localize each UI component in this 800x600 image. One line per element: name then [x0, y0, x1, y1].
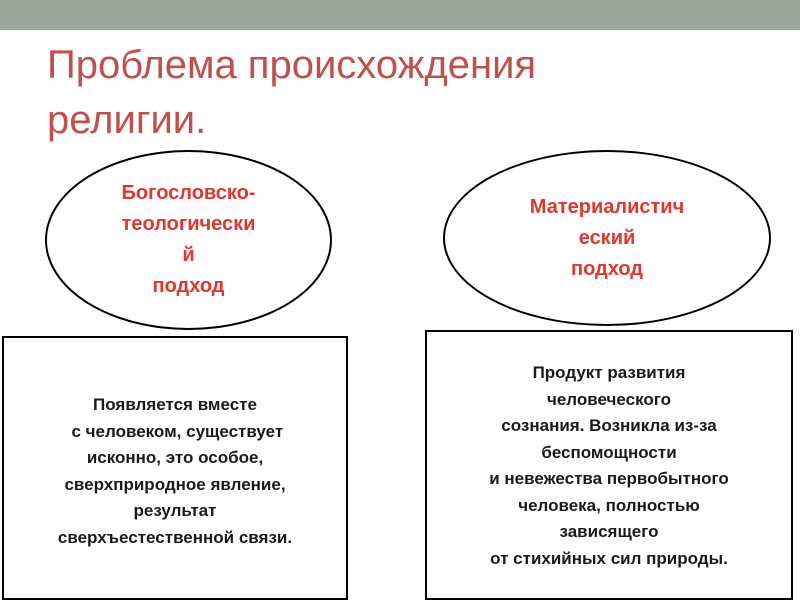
slide-title-line: Проблема происхождения: [47, 43, 537, 87]
description-line: сознания. Возникла из-за: [501, 416, 717, 435]
label-line: подход: [152, 275, 225, 297]
label-line: й: [182, 244, 195, 266]
theological-approach-label: [122, 178, 256, 302]
description-line: результат: [133, 501, 217, 520]
label-line: подход: [570, 257, 643, 280]
theological-description-box: [2, 336, 348, 600]
description-line: беспомощности: [541, 442, 677, 462]
description-line: Появляется вместе: [93, 395, 257, 414]
description-line: с человеком, существует: [66, 421, 284, 441]
description-line: человеческого: [546, 389, 671, 409]
description-line: зависящего: [559, 522, 659, 541]
materialist-description-text: [427, 360, 791, 572]
label-line: Материалистич: [529, 195, 685, 218]
description-line: сверхприродное явление,: [64, 474, 286, 494]
description-line: исконно, это особое,: [86, 448, 264, 467]
label-line: еский: [578, 226, 636, 249]
materialist-approach-ellipse: [443, 150, 771, 326]
materialist-description-box: [425, 330, 793, 600]
description-line: человека, полностью: [518, 495, 700, 515]
description-line: Продукт развития: [532, 363, 686, 382]
label-line: Богословско-: [121, 182, 256, 204]
theological-description-text: [4, 392, 346, 551]
top-accent-bar: [0, 0, 800, 30]
label-line: теологически: [121, 213, 256, 235]
theological-approach-ellipse: [45, 150, 332, 330]
slide-title: [47, 38, 747, 148]
materialist-approach-label: [530, 192, 684, 285]
description-line: от стихийных сил природы.: [490, 548, 728, 568]
description-line: и невежества первобытного: [489, 469, 729, 488]
description-line: сверхъестественной связи.: [57, 527, 293, 547]
slide-title-line: религии.: [47, 98, 207, 142]
